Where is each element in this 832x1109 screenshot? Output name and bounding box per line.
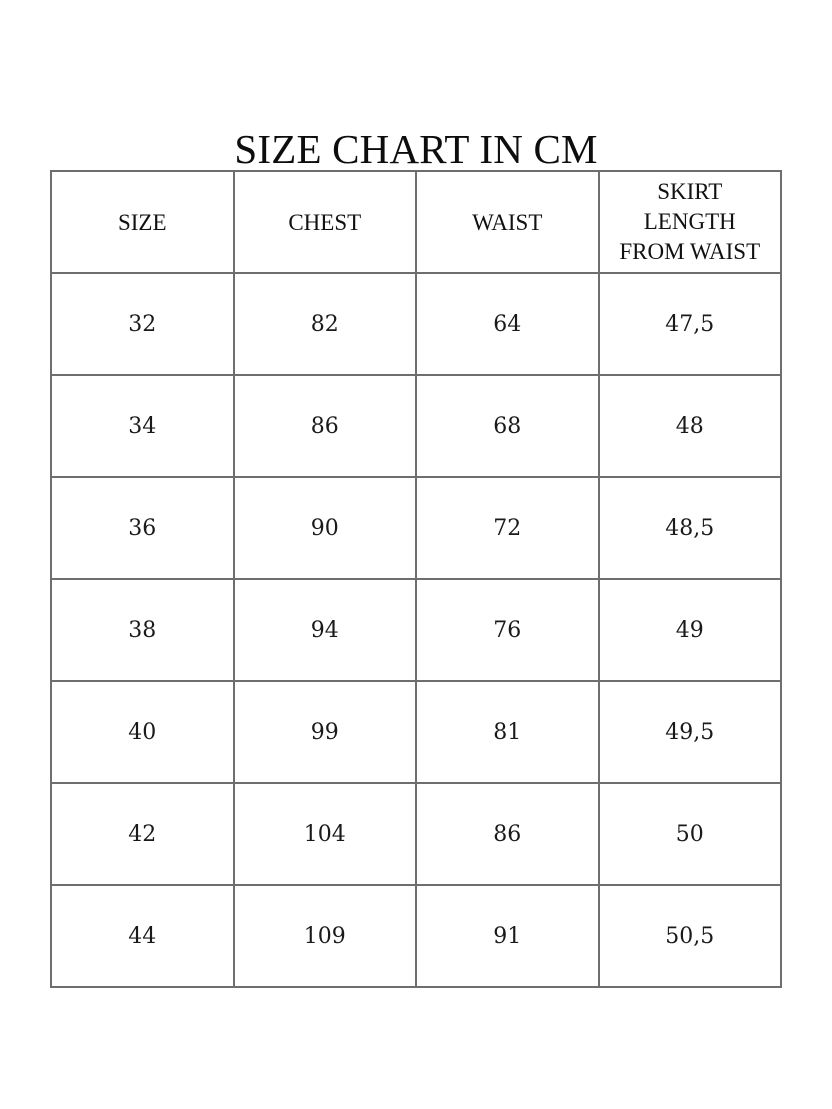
skirt-length-cell: 49 xyxy=(599,579,782,681)
table-row xyxy=(51,477,781,579)
chest-cell: 82 xyxy=(234,273,417,375)
size-cell: 44 xyxy=(51,885,234,987)
size-cell: 38 xyxy=(51,579,234,681)
chest-cell: 90 xyxy=(234,477,417,579)
waist-cell: 76 xyxy=(416,579,599,681)
chest-cell: 104 xyxy=(234,783,417,885)
chest-cell: 94 xyxy=(234,579,417,681)
page-title: SIZE CHART IN CM xyxy=(234,126,598,172)
header-skirt-length xyxy=(599,171,782,273)
skirt-length-cell: 48 xyxy=(599,375,782,477)
skirt-length-cell: 47,5 xyxy=(599,273,782,375)
waist-cell: 72 xyxy=(416,477,599,579)
table-row xyxy=(51,579,781,681)
waist-cell: 86 xyxy=(416,783,599,885)
header-row xyxy=(51,171,781,273)
table-body xyxy=(51,273,781,987)
header-label: SIZE xyxy=(117,209,167,235)
header-waist xyxy=(416,171,599,273)
table-row xyxy=(51,681,781,783)
size-cell: 40 xyxy=(51,681,234,783)
waist-cell: 81 xyxy=(416,681,599,783)
table-row xyxy=(51,783,781,885)
header-label: SKIRT LENGTH FROM WAIST xyxy=(619,179,761,264)
chest-cell: 109 xyxy=(234,885,417,987)
header-chest xyxy=(234,171,417,273)
skirt-length-cell: 49,5 xyxy=(599,681,782,783)
table-row xyxy=(51,375,781,477)
table-row xyxy=(51,885,781,987)
skirt-length-cell: 50 xyxy=(599,783,782,885)
skirt-length-cell: 50,5 xyxy=(599,885,782,987)
size-cell: 32 xyxy=(51,273,234,375)
size-cell: 36 xyxy=(51,477,234,579)
waist-cell: 91 xyxy=(416,885,599,987)
header-label: CHEST xyxy=(288,209,362,235)
size-cell: 34 xyxy=(51,375,234,477)
size-cell: 42 xyxy=(51,783,234,885)
waist-cell: 68 xyxy=(416,375,599,477)
table-row xyxy=(51,273,781,375)
table-header xyxy=(51,171,781,273)
skirt-length-cell: 48,5 xyxy=(599,477,782,579)
chest-cell: 99 xyxy=(234,681,417,783)
header-size xyxy=(51,171,234,273)
header-label: WAIST xyxy=(472,209,543,235)
waist-cell: 64 xyxy=(416,273,599,375)
chest-cell: 86 xyxy=(234,375,417,477)
size-chart-table xyxy=(50,170,782,988)
